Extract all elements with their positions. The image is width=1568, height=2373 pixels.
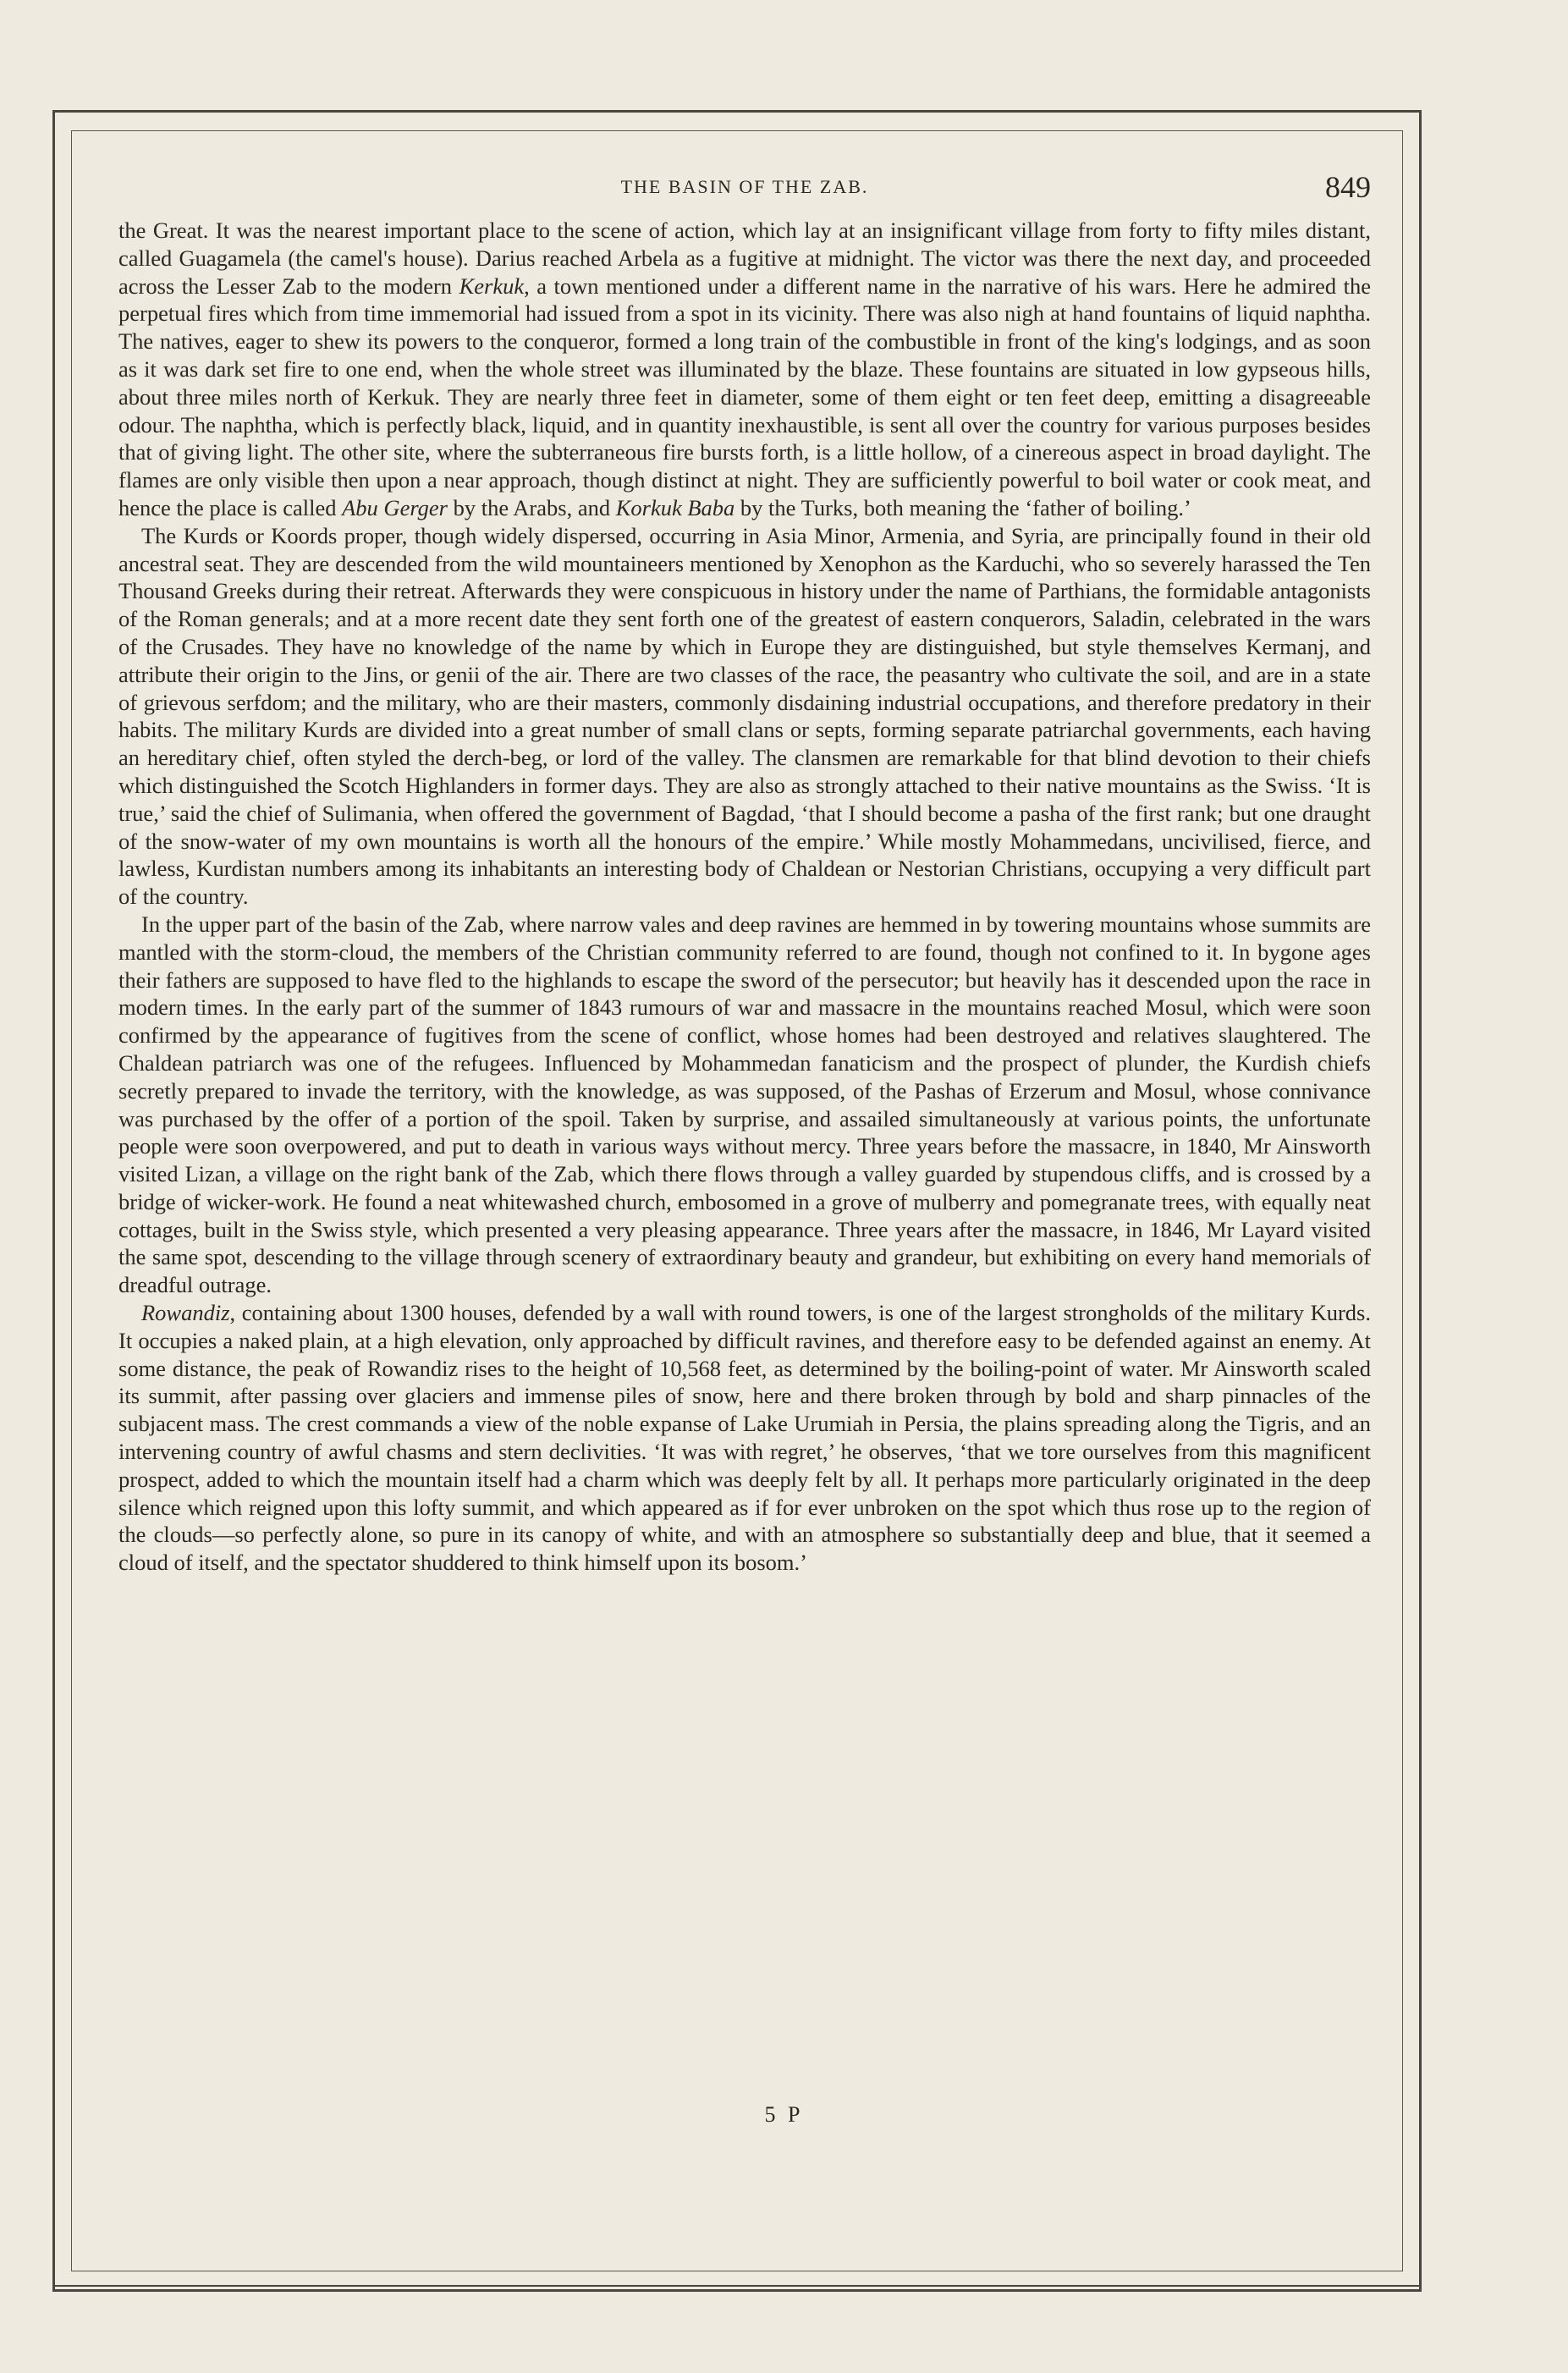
text-run: by the Arabs, and <box>448 494 616 520</box>
text-run: , containing about 1300 houses, defended by a wall with round towers, is one of the largest strongholds of the military Kurds. It occupies a naked plain, at a high elevation, only approached by difficult ravines, and therefore easy to be defended against an enemy. At some distance, the peak of Rowandiz rises to the height of 10,568 feet, as determined by the boiling-point of water. Mr Ainsworth scaled its summit, after passing over glaciers and immense piles of snow, here and there broken through by bold and sharp pinnacles of the subjacent mass. The crest commands a view of the noble expanse of Lake Urumiah in Persia, the plains spreading along the Tigris, and an intervening country of awful chasms and stern declivities. ‘It was with regret,’ he observes, ‘that we tore ourselves from this magnificent prospect, added to which the mountain itself had a charm which was deeply felt by all. It perhaps more particularly originated in the deep silence which reigned upon this lofty summit, and which appeared as if for ever unbroken on the spot which thus rose up to the region of the clouds—so perfectly alone, so pure in its canopy of white, and with an atmosphere so substantially deep and blue, that it seemed a cloud of itself, and the spectator shuddered to think himself upon its bosom.’ <box>118 1300 1371 1576</box>
page-header <box>118 169 1371 212</box>
paragraph-4 <box>118 1299 1371 1577</box>
paragraph-3 <box>118 911 1371 1299</box>
italic-term: Kerkuk <box>459 273 525 299</box>
page-number: 849 <box>1325 170 1371 204</box>
paragraph-2 <box>118 522 1371 911</box>
text-run: , a town mentioned under a different name in the narrative of his wars. Here he admired the perpetual fires which from time immemorial had issued from a spot in its vicinity. There was also nigh at hand fountains of liquid naphtha. The natives, eager to shew its powers to the conqueror, formed a long train of the combustible in front of the king's lodgings, and as soon as it was dark set fire to one end, when the whole street was illuminated by the blaze. These fountains are situated in low gypseous hills, about three miles north of Kerkuk. They are nearly three feet in diameter, some of them eight or ten feet deep, emitting a disagreeable odour. The naphtha, which is perfectly black, liquid, and in quantity inexhaustible, is sent all over the country for various purposes besides that of giving light. The other site, where the subterraneous fire bursts forth, is a little hollow, of a cinereous aspect in broad daylight. The flames are only visible then upon a near approach, though distinct at night. They are sufficiently powerful to boil water or cook meat, and hence the place is called <box>118 273 1372 520</box>
text-run: the Great. It was the nearest important place to the scene of action, which lay at an insignificant village from forty to fifty miles distant, called Guagamela (the camel's house). Darius reached Arbela as a fugitive at midnight. The victor was there the next day, and proceeded across the Lesser Zab to the modern <box>118 217 1371 299</box>
text-run: In the upper part of the basin of the Zab, where narrow vales and deep ravines are hemmed in by towering mountains whose summits are mantled with the storm-cloud, the members of the Christian community referred to are found, though not confined to it. In bygone ages their fathers are supposed to have fled to the highlands to escape the sword of the persecutor; but heavily has it descended upon the race in modern times. In the early part of the summer of 1843 rumours of war and massacre in the mountains reached Mosul, which were soon confirmed by the appearance of fugitives from the scene of conflict, whose homes had been destroyed and relatives slaughtered. The Chaldean patriarch was one of the refugees. Influenced by Mohammedan fanaticism and the prospect of plunder, the Kurdish chiefs secretly prepared to invade the territory, with the knowledge, as was supposed, of the Pashas of Erzerum and Mosul, whose connivance was purchased by the offer of a portion of the spoil. Taken by surprise, and assailed simultaneously at various points, the unfortunate people were soon overpowered, and put to death in various ways without mercy. Three years before the massacre, in 1840, Mr Ainsworth visited Lizan, a village on the right bank of the Zab, which there flows through a valley guarded by stupendous cliffs, and is crossed by a bridge of wicker-work. He found a neat whitewashed church, embosomed in a grove of mulberry and pomegranate trees, with equally neat cottages, built in the Swiss style, which presented a very pleasing appearance. Three years after the massacre, in 1846, Mr Layard visited the same spot, descending to the village through scenery of extraordinary beauty and grandeur, but exhibiting on every hand memorials of dreadful outrage. <box>118 911 1371 1298</box>
italic-term: Abu Gerger <box>342 494 448 520</box>
paragraph-1 <box>118 217 1371 522</box>
text-run: by the Turks, both meaning the ‘father of boiling.’ <box>734 494 1191 520</box>
signature-mark: 5 P <box>764 2102 804 2127</box>
text-run: The Kurds or Koords proper, though widely dispersed, occurring in Asia Minor, Armenia, and Syria, are principally found in their old ancestral seat. They are descended from the wild mountaineers mentioned by Xenophon as the Karduchi, who so severely harassed the Ten Thousand Greeks during their retreat. Afterwards they were conspicuous in history under the name of Parthians, the formidable antagonists of the Roman generals; and at a more recent date they sent forth one of the greatest of eastern conquerors, Saladin, celebrated in the wars of the Crusades. They have no knowledge of the name by which in Europe they are distinguished, but style themselves Kermanj, and attribute their origin to the Jins, or genii of the air. There are two classes of the race, the peasantry who cultivate the soil, and are in a state of grievous serfdom; and the military, who are their masters, commonly disdaining industrial occupations, and therefore predatory in their habits. The military Kurds are divided into a great number of small clans or septs, forming separate patriarchal governments, each having an hereditary chief, often styled the derch-beg, or lord of the valley. The clansmen are remarkable for that blind devotion to their chiefs which distinguished the Scotch Highlanders in former days. They are also as strongly attached to their native mountains as the Swiss. ‘It is true,’ said the chief of Sulimania, when offered the government of Bagdad, ‘that I should become a pasha of the first rank; but one draught of the snow-water of my own mountains is worth all the honours of the empire.’ While mostly Mohammedans, uncivilised, fierce, and lawless, Kurdistan numbers among its inhabitants an interesting body of Chaldean or Nestorian Christians, occupying a very difficult part of the country. <box>118 522 1371 910</box>
running-head: THE BASIN OF THE ZAB. <box>620 176 869 197</box>
italic-term: Korkuk Baba <box>615 494 735 520</box>
page-border-rule <box>52 2285 1422 2287</box>
italic-term: Rowandiz <box>141 1300 230 1326</box>
body-text <box>118 217 1371 1577</box>
